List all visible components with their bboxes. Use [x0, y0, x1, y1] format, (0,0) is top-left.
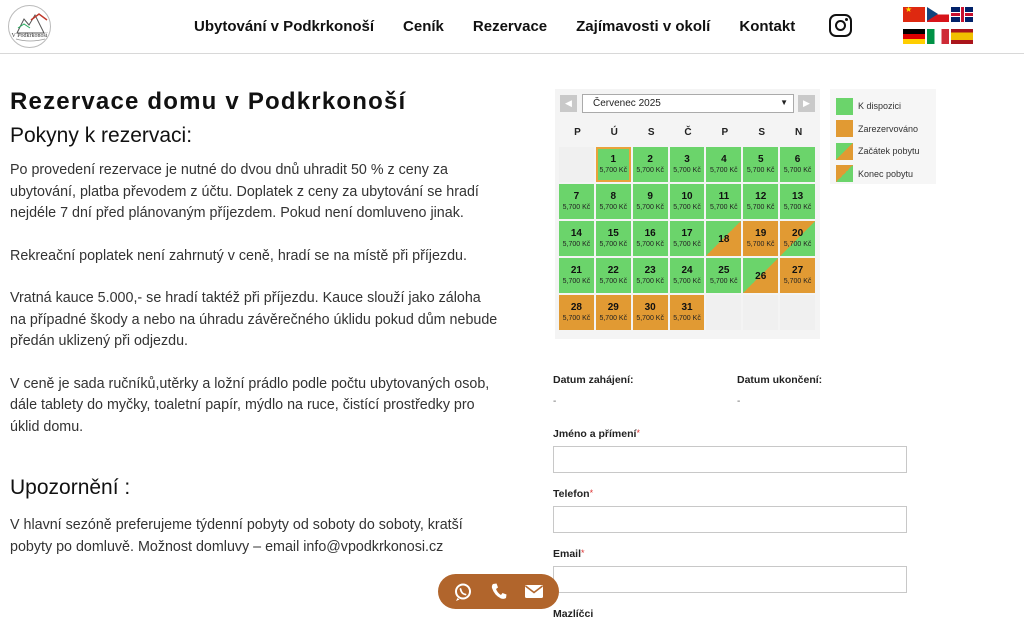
calendar-day[interactable] — [633, 184, 668, 219]
day-price: 5,700 Kč — [673, 167, 701, 174]
calendar-day[interactable] — [633, 258, 668, 293]
flag-german-icon[interactable] — [903, 29, 925, 44]
day-number: 6 — [794, 154, 801, 165]
reservation-info — [10, 88, 500, 558]
day-price: 5,700 Kč — [673, 204, 701, 211]
chevron-right-icon: ▶ — [803, 98, 810, 108]
legend-label: K dispozici — [858, 101, 902, 112]
day-number: 2 — [647, 154, 653, 165]
day-price: 5,700 Kč — [783, 204, 812, 211]
legend-label: Zarezervováno — [858, 123, 919, 134]
calendar-empty-cell — [743, 295, 778, 330]
day-number: 20 — [792, 228, 804, 239]
phone-input[interactable] — [553, 506, 907, 533]
day-price: 5,700 Kč — [562, 315, 591, 322]
legend-swatch — [836, 143, 853, 160]
weekday-label: S — [647, 127, 655, 138]
day-price: 5,700 Kč — [636, 315, 664, 322]
envelope-icon[interactable] — [519, 574, 549, 609]
availability-calendar — [555, 89, 820, 339]
day-price: 5,700 Kč — [746, 204, 775, 211]
day-number: 15 — [607, 228, 619, 239]
name-label: Jméno a přímení* — [553, 428, 640, 440]
day-price: 5,700 Kč — [710, 204, 738, 211]
flag-spanish-icon[interactable] — [951, 29, 973, 44]
nav-contact[interactable]: Kontakt — [739, 18, 796, 35]
calendar-day[interactable] — [670, 221, 705, 256]
calendar-day[interactable] — [596, 258, 631, 293]
weekday-label: Ú — [610, 127, 618, 138]
end-date-label: Datum ukončení: — [737, 374, 823, 386]
flag-italian-icon[interactable] — [927, 29, 949, 44]
nav-accommodation[interactable]: Ubytování v Podkrkonoší — [194, 18, 375, 35]
calendar-empty-cell — [706, 295, 741, 330]
day-number: 5 — [757, 154, 764, 165]
instructions-heading: Pokyny k rezervaci: — [10, 124, 193, 147]
day-price: 5,700 Kč — [783, 167, 812, 174]
day-price: 5,700 Kč — [710, 167, 738, 174]
day-number: 14 — [570, 228, 582, 239]
calendar-legend — [830, 89, 936, 184]
email-label: Email* — [553, 548, 585, 560]
calendar-day[interactable] — [596, 295, 631, 330]
nav-attractions[interactable]: Zajímavosti v okolí — [576, 18, 711, 35]
end-date-value: - — [737, 396, 741, 407]
calendar-day[interactable] — [559, 184, 594, 219]
calendar-day[interactable] — [633, 221, 668, 256]
calendar-day[interactable] — [670, 295, 705, 330]
calendar-day[interactable] — [559, 221, 594, 256]
day-number: 30 — [644, 302, 656, 313]
day-number: 17 — [681, 228, 693, 239]
day-number: 24 — [681, 265, 693, 276]
day-price: 5,700 Kč — [562, 241, 591, 248]
instagram-icon[interactable] — [829, 14, 852, 37]
logo-text: V Podkrkonoší — [11, 33, 48, 39]
calendar-day[interactable] — [633, 147, 668, 182]
day-number: 10 — [681, 191, 693, 202]
day-number: 27 — [792, 265, 804, 276]
chevron-left-icon: ◀ — [565, 98, 572, 108]
email-input[interactable] — [553, 566, 907, 593]
legend-swatch — [836, 120, 853, 137]
day-price: 5,700 Kč — [673, 278, 701, 285]
day-number: 9 — [647, 191, 653, 202]
legend-swatch — [836, 165, 853, 182]
day-price: 5,700 Kč — [636, 241, 664, 248]
day-number: 13 — [792, 191, 804, 202]
flag-czech-icon[interactable] — [927, 7, 949, 22]
day-number: 21 — [570, 265, 582, 276]
day-number: 3 — [684, 154, 690, 165]
day-price: 5,700 Kč — [562, 278, 591, 285]
legend-item — [836, 95, 930, 118]
weekday-label: P — [574, 127, 581, 138]
weekday-header — [559, 127, 817, 138]
instructions-paragraph: Po provedení rezervace je nutné do dvou dnů uhradit 50 % z ceny za ubytování, platba převodem z účtu. Doplatek z ceny za ubytování se hradí nejdéle 7 dní před plánovaným příjezdem. Pokud není domluveno jinak. — [10, 162, 479, 221]
day-price: 5,700 Kč — [599, 204, 628, 211]
calendar-day[interactable] — [559, 258, 594, 293]
calendar-day[interactable] — [559, 295, 594, 330]
calendar-empty-cell — [559, 147, 594, 182]
day-price: 5,700 Kč — [783, 278, 812, 285]
calendar-day[interactable] — [670, 258, 705, 293]
prev-month-button[interactable] — [560, 95, 577, 112]
day-price: 5,700 Kč — [636, 278, 664, 285]
day-number: 4 — [721, 154, 727, 165]
instructions-paragraph: Vratná kauce 5.000,- se hradí taktéž při příjezdu. Kauce slouží jako záloha na případné škody a nebo na úhradu závěrečného úklidu pokud dům nebude předán uklizený při odjezdu. — [10, 290, 498, 349]
warning-heading: Upozornění : — [10, 476, 131, 499]
calendar-day[interactable] — [780, 184, 815, 219]
calendar-day[interactable] — [706, 258, 741, 293]
weekday-label: N — [794, 127, 803, 138]
day-price: 5,700 Kč — [746, 241, 775, 248]
legend-label: Konec pobytu — [858, 168, 914, 179]
day-number: 26 — [755, 271, 767, 282]
legend-swatch — [836, 98, 853, 115]
site-logo[interactable] — [8, 5, 51, 48]
day-number: 18 — [718, 234, 730, 245]
calendar-day[interactable] — [780, 147, 815, 182]
calendar-day[interactable] — [670, 184, 705, 219]
calendar-day[interactable] — [706, 147, 741, 182]
day-price: 5,700 Kč — [599, 167, 628, 174]
day-price: 5,700 Kč — [673, 315, 701, 322]
month-select[interactable] — [582, 94, 794, 113]
calendar-day[interactable] — [743, 221, 778, 256]
calendar-day[interactable] — [596, 184, 631, 219]
day-price: 5,700 Kč — [673, 241, 701, 248]
calendar-day[interactable] — [743, 184, 778, 219]
name-input[interactable] — [553, 446, 907, 473]
day-number: 23 — [644, 265, 656, 276]
contact-bar — [438, 574, 559, 609]
calendar-day[interactable] — [780, 221, 815, 256]
calendar-day[interactable] — [780, 258, 815, 293]
next-month-button[interactable] — [798, 95, 815, 112]
house-logo-icon — [9, 6, 51, 48]
legend-item — [836, 118, 930, 141]
legend-label: Začátek pobytu — [858, 146, 920, 157]
weekday-label: S — [758, 127, 766, 138]
main-nav — [194, 18, 824, 35]
start-date-label: Datum zahájení: — [553, 374, 634, 386]
day-number: 31 — [681, 302, 693, 313]
calendar-day[interactable] — [633, 295, 668, 330]
day-price: 5,700 Kč — [599, 315, 628, 322]
day-number: 19 — [755, 228, 767, 239]
flag-english-icon[interactable] — [951, 7, 973, 22]
calendar-empty-cell — [780, 295, 815, 330]
day-price: 5,700 Kč — [783, 241, 812, 248]
language-switcher — [903, 7, 973, 44]
legend-item — [836, 140, 930, 163]
phone-label: Telefon* — [553, 488, 594, 500]
day-number: 25 — [718, 265, 730, 276]
page-title: Rezervace domu v Podkrkonoší — [10, 88, 407, 115]
site-header — [0, 0, 1024, 54]
pets-label: Mazlíčci — [553, 608, 594, 620]
day-price: 5,700 Kč — [710, 278, 738, 285]
month-select-value: Červenec 2025 — [593, 98, 661, 109]
flag-chinese-icon[interactable] — [903, 7, 925, 22]
day-number: 11 — [718, 191, 730, 202]
calendar-day[interactable] — [596, 147, 631, 182]
weekday-label: P — [721, 127, 729, 138]
day-price: 5,700 Kč — [599, 278, 628, 285]
day-number: 12 — [755, 191, 767, 202]
day-number: 28 — [570, 302, 582, 313]
calendar-day[interactable] — [670, 147, 705, 182]
day-number: 7 — [573, 191, 580, 202]
calendar-day[interactable] — [743, 258, 778, 293]
instructions-paragraph: V ceně je sada ručníků,utěrky a ložní prádlo podle počtu ubytovaných osob, dále tablety do myčky, toaletní papír, mýdlo na ruce, čistící prostředky pro úklid domu. — [10, 375, 490, 435]
calendar-day[interactable] — [596, 221, 631, 256]
day-number: 29 — [607, 302, 619, 313]
day-number: 8 — [610, 191, 617, 202]
day-number: 22 — [607, 265, 619, 276]
nav-pricing[interactable]: Ceník — [403, 18, 444, 35]
day-number: 1 — [610, 154, 617, 165]
weekday-label: Č — [684, 127, 692, 138]
chevron-down-icon: ▼ — [780, 98, 788, 107]
whatsapp-icon[interactable] — [449, 574, 479, 609]
start-date-value: - — [553, 396, 557, 407]
day-price: 5,700 Kč — [599, 241, 628, 248]
warning-text: V hlavní sezóně preferujeme týdenní pobyty od soboty do soboty, kratší pobyty po domluvě. Možnost domluvy – email info@vpodkrkonosi.cz — [10, 517, 463, 555]
day-price: 5,700 Kč — [636, 204, 664, 211]
day-number: 16 — [644, 228, 656, 239]
calendar-day[interactable] — [706, 184, 741, 219]
instructions-paragraph: Rekreační poplatek není zahrnutý v ceně, hradí se na místě při příjezdu. — [10, 247, 467, 264]
nav-reservation[interactable]: Rezervace — [472, 18, 548, 35]
phone-icon[interactable] — [484, 574, 514, 609]
day-price: 5,700 Kč — [562, 204, 591, 211]
calendar-day[interactable] — [743, 147, 778, 182]
calendar-day[interactable] — [706, 221, 741, 256]
day-price: 5,700 Kč — [746, 167, 775, 174]
day-price: 5,700 Kč — [636, 167, 664, 174]
legend-item — [836, 163, 930, 186]
